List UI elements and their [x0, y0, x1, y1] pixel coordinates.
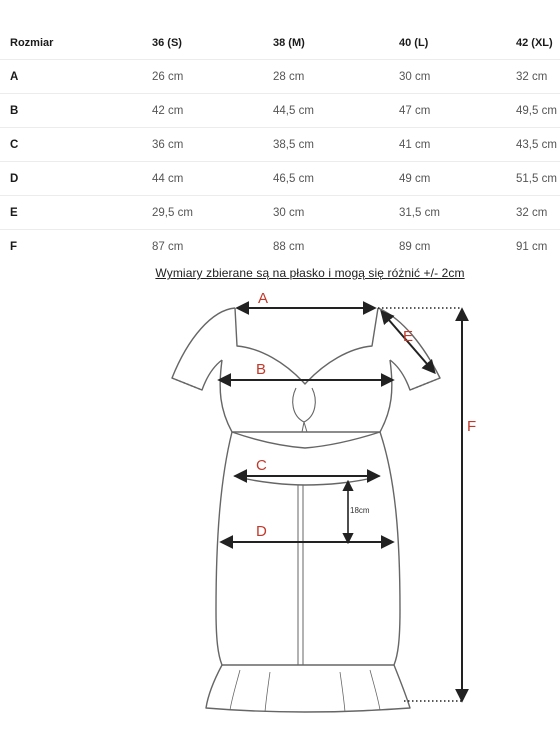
row-label: F: [10, 240, 18, 253]
label-c: C: [256, 457, 267, 474]
size-table: [0, 26, 560, 263]
header-size: Rozmiar: [0, 26, 142, 60]
table-cell: 91 cm: [516, 240, 548, 253]
table-cell: 46,5 cm: [263, 162, 389, 196]
row-label: D: [0, 162, 142, 196]
label-e: E: [403, 328, 414, 345]
table-row: [0, 162, 560, 196]
table-cell: 32 cm: [506, 196, 560, 230]
table-header-row: [0, 26, 560, 60]
table-row: [0, 60, 560, 94]
table-cell: 26 cm: [142, 60, 263, 94]
table-cell: 49 cm: [389, 162, 506, 196]
header-40: 40 (L): [389, 26, 506, 60]
header-42: 42 (XL): [506, 26, 560, 60]
row-label: C: [0, 128, 142, 162]
table-cell: 44,5 cm: [263, 94, 389, 128]
label-b: B: [256, 361, 267, 378]
table-cell: 51,5 cm: [506, 162, 560, 196]
label-a: A: [258, 290, 269, 307]
table-cell: 30 cm: [263, 196, 389, 230]
table-row: [0, 94, 560, 128]
table-cell: 44 cm: [142, 162, 263, 196]
table-cell: 28 cm: [263, 60, 389, 94]
label-depth: 18cm: [350, 506, 370, 515]
dress-diagram: [0, 280, 560, 746]
row-label: B: [0, 94, 142, 128]
table-cell: 38,5 cm: [263, 128, 389, 162]
table-cell: 87 cm: [152, 240, 184, 253]
header-38: 38 (M): [263, 26, 389, 60]
table-cell: 88 cm: [273, 240, 305, 253]
table-row: [0, 196, 560, 230]
label-f: F: [467, 418, 477, 435]
measurement-note: Wymiary zbierane są na płasko i mogą się różnić +/- 2cm: [155, 266, 465, 280]
header-36: 36 (S): [142, 26, 263, 60]
table-row: [0, 128, 560, 162]
table-cell: 31,5 cm: [389, 196, 506, 230]
dress-outline: [172, 308, 440, 712]
table-cell: 47 cm: [389, 94, 506, 128]
row-label: E: [0, 196, 142, 230]
label-d: D: [256, 523, 267, 540]
table-cell: 41 cm: [389, 128, 506, 162]
table-cell: 32 cm: [506, 60, 560, 94]
table-cell: 43,5 cm: [506, 128, 560, 162]
table-cell: 42 cm: [142, 94, 263, 128]
table-cell: 30 cm: [389, 60, 506, 94]
table-cell: 89 cm: [399, 240, 431, 253]
table-cell: 29,5 cm: [142, 196, 263, 230]
table-row: [0, 230, 560, 264]
row-label: A: [0, 60, 142, 94]
table-cell: 36 cm: [142, 128, 263, 162]
table-cell: 49,5 cm: [506, 94, 560, 128]
